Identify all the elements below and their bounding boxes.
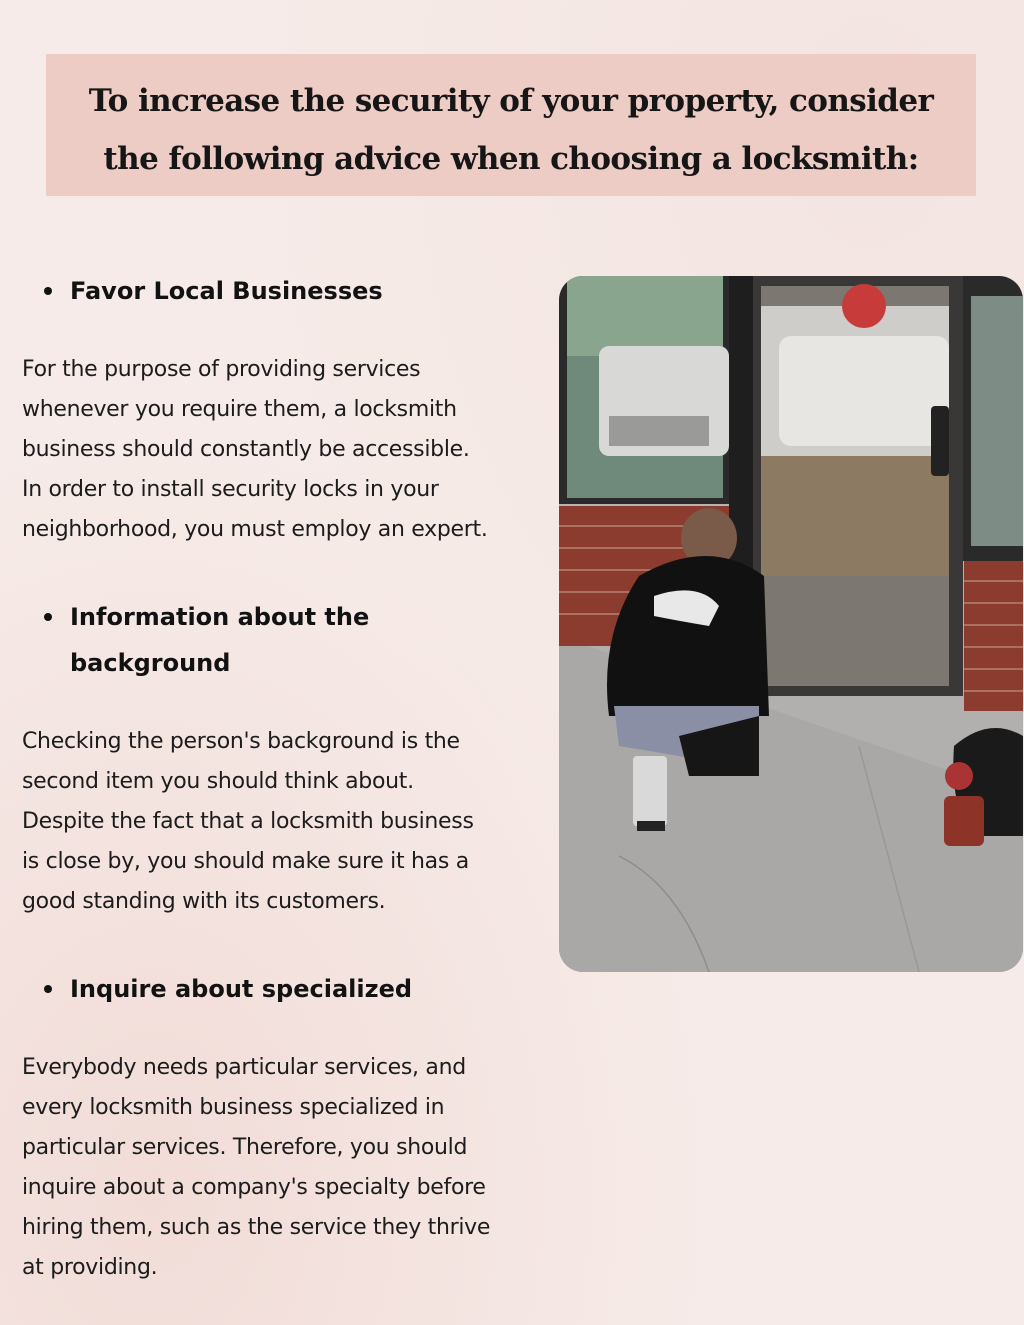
title-banner [46, 54, 976, 196]
body-line: business should constantly be accessible. [22, 437, 470, 462]
body-line: Everybody needs particular services, and [22, 1055, 466, 1080]
heading-line: Information about the [70, 603, 370, 631]
section-body [22, 350, 552, 550]
body-line: every locksmith business specialized in [22, 1095, 445, 1120]
bullet-icon [44, 985, 52, 993]
body-line: For the purpose of providing services [22, 357, 421, 382]
title-line-1: To increase the security of your property, consider [88, 83, 934, 119]
bullet-icon [44, 287, 52, 295]
title-line-2: the following advice when choosing a locksmith: [103, 141, 919, 177]
section-specialized [22, 966, 552, 1288]
bullet-icon [44, 613, 52, 621]
section-heading [22, 594, 552, 686]
section-heading [22, 966, 552, 1012]
body-line: at providing. [22, 1255, 158, 1280]
body-line: whenever you require them, a locksmith [22, 397, 457, 422]
body-line: good standing with its customers. [22, 889, 386, 914]
section-background [22, 594, 552, 922]
locksmith-photo [559, 276, 1023, 972]
heading-line: Inquire about specialized [70, 975, 413, 1003]
section-body [22, 722, 552, 922]
body-line: inquire about a company's specialty before [22, 1175, 486, 1200]
heading-line: Favor Local Businesses [70, 277, 383, 305]
section-favor-local [22, 268, 552, 550]
section-body [22, 1048, 552, 1288]
body-line: particular services. Therefore, you should [22, 1135, 468, 1160]
body-line: hiring them, such as the service they thrive [22, 1215, 491, 1240]
body-line: is close by, you should make sure it has a [22, 849, 469, 874]
section-heading [22, 268, 552, 314]
body-line: second item you should think about. [22, 769, 414, 794]
body-line: neighborhood, you must employ an expert. [22, 517, 488, 542]
heading-line: background [70, 649, 231, 677]
body-line: Checking the person's background is the [22, 729, 460, 754]
body-line: In order to install security locks in your [22, 477, 439, 502]
body-line: Despite the fact that a locksmith business [22, 809, 474, 834]
